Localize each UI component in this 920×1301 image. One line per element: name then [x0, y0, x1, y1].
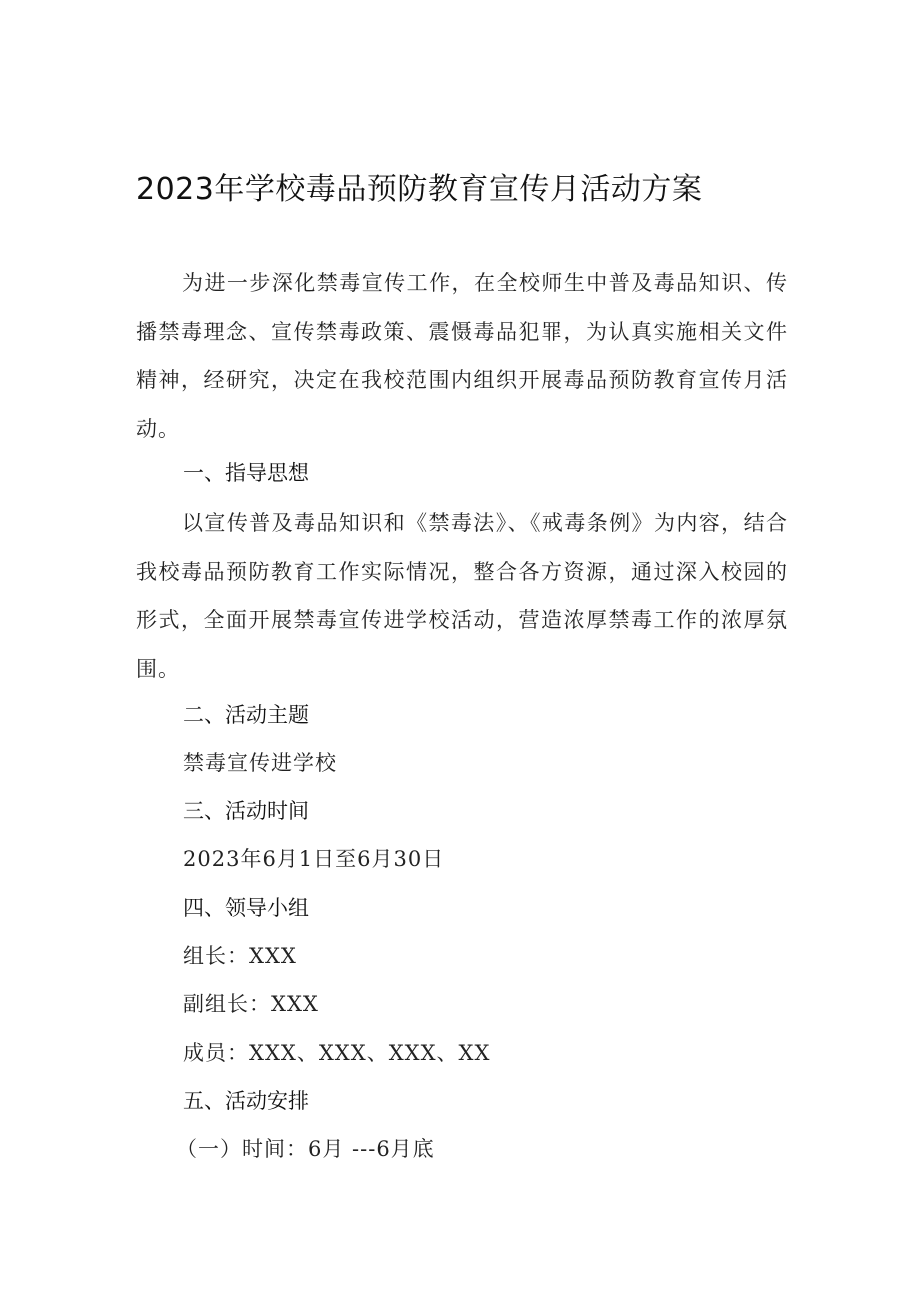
section-heading-activity-arrangement: 五、活动安排	[183, 1089, 309, 1113]
section-heading-leadership-group: 四、领导小组	[183, 896, 309, 920]
section-heading-guiding-ideology: 一、指导思想	[183, 461, 309, 485]
guiding-ideology-paragraph: 以宣传普及毒品知识和《禁毒法》、《戒毒条例》为内容，结合我校毒品预防教育工作实际情况，整合各方资源，通过深入校园的形式，全面开展禁毒宣传进学校活动，营造浓厚禁毒工作的浓厚氛围。	[136, 511, 788, 681]
group-leader-line: 组长：XXX	[183, 944, 297, 968]
document-title: 2023年学校毒品预防教育宣传月活动方案	[136, 172, 703, 207]
intro-paragraph: 为进一步深化禁毒宣传工作，在全校师生中普及毒品知识、传播禁毒理念、宣传禁毒政策、震慑毒品犯罪，为认真实施相关文件精神，经研究，决定在我校范围内组织开展毒品预防教育宣传月活动。	[136, 271, 788, 441]
activity-theme-text: 禁毒宣传进学校	[183, 751, 337, 775]
deputy-leader-line: 副组长：XXX	[183, 992, 319, 1016]
section-heading-activity-time: 三、活动时间	[183, 799, 309, 823]
arrangement-time-line: （一）时间：6月 ---6月底	[176, 1137, 435, 1161]
members-line: 成员：XXX、XXX、XXX、XX	[183, 1041, 491, 1065]
section-heading-activity-theme: 二、活动主题	[183, 703, 309, 727]
activity-time-text: 2023年6月1日至6月30日	[183, 847, 445, 871]
